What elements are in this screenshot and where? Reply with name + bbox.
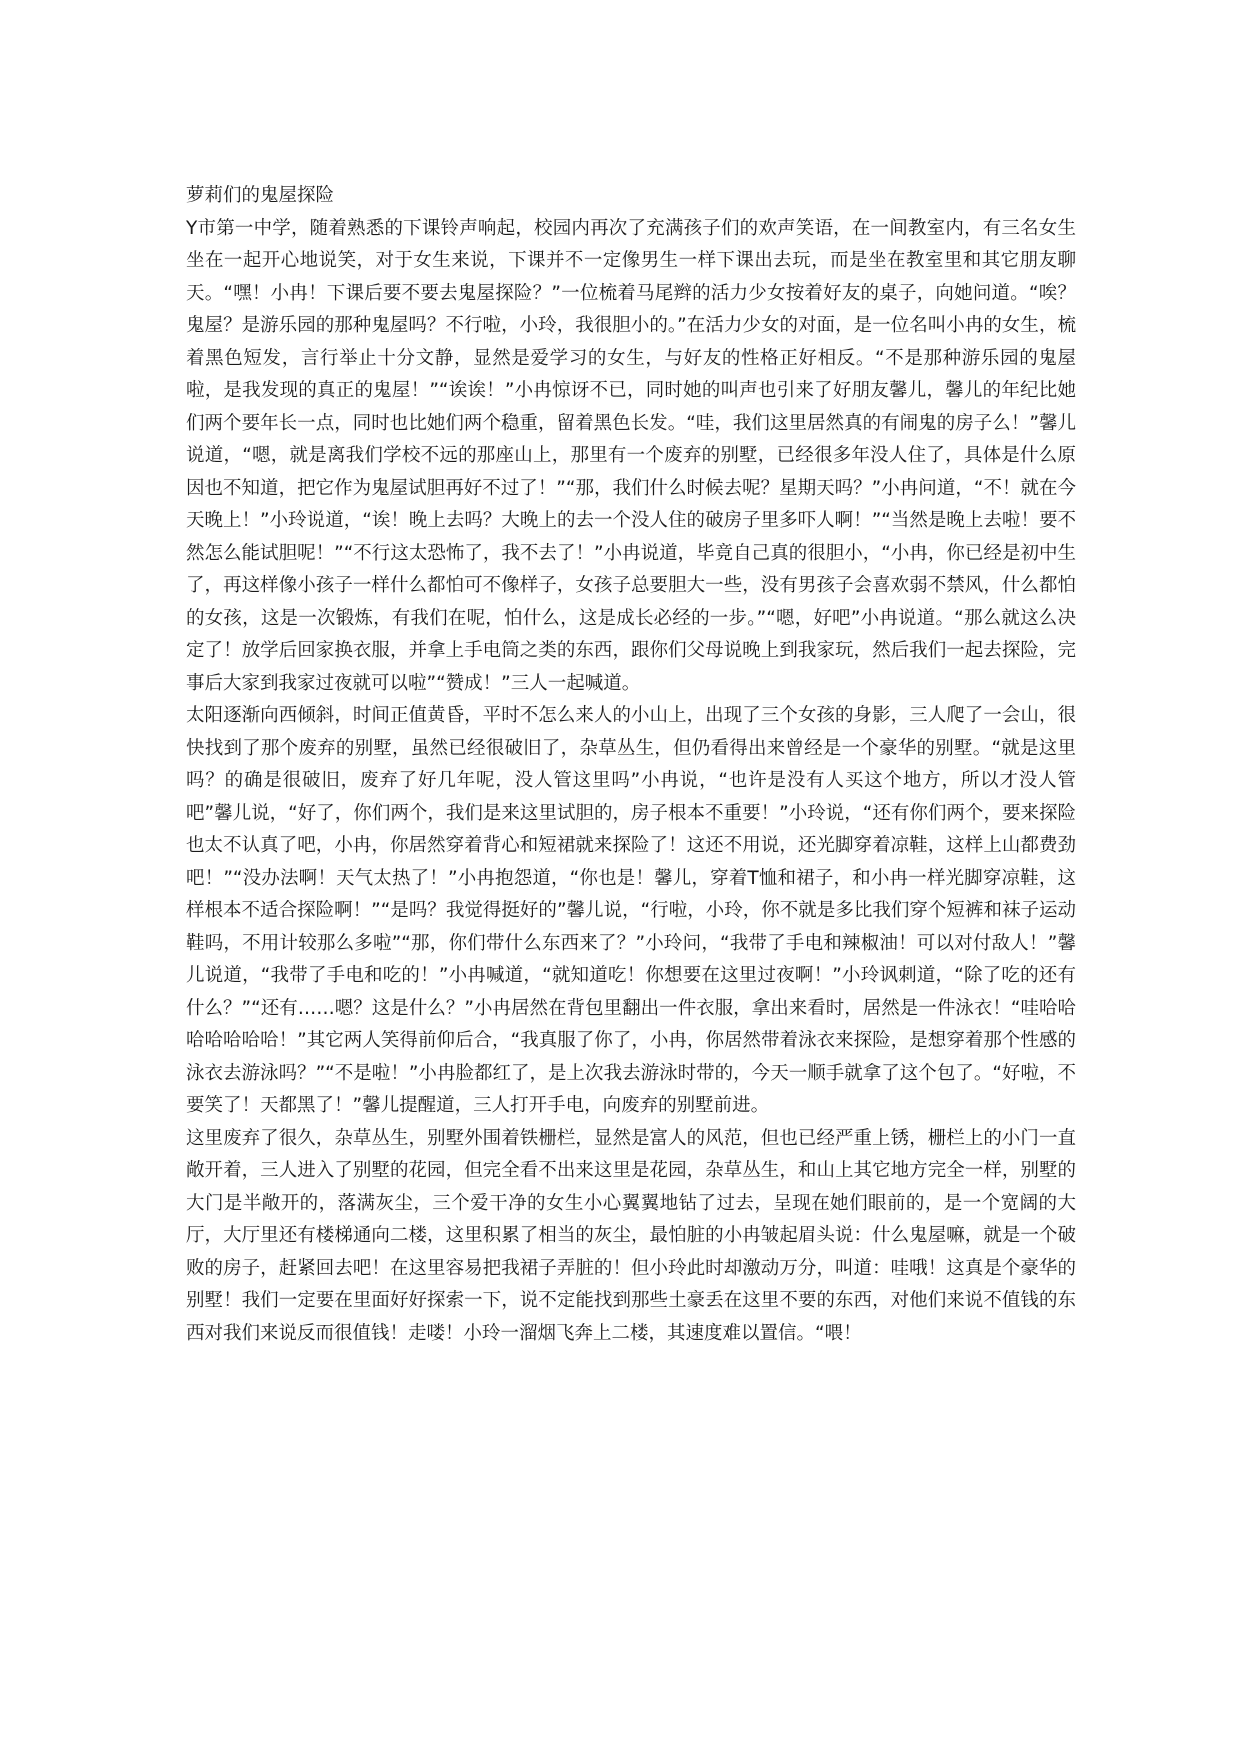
document-title: 萝莉们的鬼屋探险 [186, 185, 335, 206]
paragraph-3: 这里废弃了很久，杂草丛生，别墅外围着铁栅栏，显然是富人的风范，但也已经严重上锈，栅栏上的小门一直敞开着，三人进入了别墅的花园，但完全看不出来这里是花园，杂草丛生，和山上其它地方完全一样，别墅的大门是半敞开的，落满灰尘，三个爱干净的女生小心翼翼地钻了过去，呈现在她们眼前的，是一个宽阔的大厅，大厅里还有楼梯通向二楼，这里积累了相当的灰尘，最怕脏的小冉皱起眉头说：什么鬼屋嘛，就是一个破败的房子，赶紧回去吧！在这里容易把我裙子弄脏的！但小玲此时却激动万分，叫道：哇哦！这真是个豪华的别墅！我们一定要在里面好好探索一下，说不定能找到那些土豪丢在这里不要的东西，对他们来说不值钱的东西对我们来说反而很值钱！走喽！小玲一溜烟飞奔上二楼，其速度难以置信。“喂！ [186, 1127, 1076, 1344]
paragraph-2: 太阳逐渐向西倾斜，时间正值黄昏，平时不怎么来人的小山上，出现了三个女孩的身影，三人爬了一会山，很快找到了那个废弃的别墅，虽然已经很破旧了，杂草丛生，但仍看得出来曾经是一个豪华的别墅。“就是这里吗？的确是很破旧，废弃了好几年呢，没人管这里吗”小冉说，“也许是没有人买这个地方，所以才没人管吧”馨儿说，“好了，你们两个，我们是来这里试胆的，房子根本不重要！”小玲说，“还有你们两个，要来探险也太不认真了吧，小冉，你居然穿着背心和短裙就来探险了！这还不用说，还光脚穿着凉鞋，这样上山都费劲吧！”“没办法啊！天气太热了！”小冉抱怨道，“你也是！馨儿，穿着T恤和裙子，和小冉一样光脚穿凉鞋，这样根本不适合探险啊！”“是吗？我觉得挺好的”馨儿说，“行啦，小玲，你不就是多比我们穿个短裤和袜子运动鞋吗，不用计较那么多啦”“那，你们带什么东西来了？”小玲问，“我带了手电和辣椒油！可以对付敌人！”馨儿说道，“我带了手电和吃的！”小冉喊道，“就知道吃！你想要在这里过夜啊！”小玲讽刺道，“除了吃的还有什么？”“还有……嗯？这是什么？”小冉居然在背包里翻出一件衣服，拿出来看时，居然是一件泳衣！“哇哈哈哈哈哈哈哈！”其它两人笑得前仰后合，“我真服了你了，小冉，你居然带着泳衣来探险，是想穿着那个性感的泳衣去游泳吗？”“不是啦！”小冉脸都红了，是上次我去游泳时带的，今天一顺手就拿了这个包了。“好啦，不要笑了！天都黑了！”馨儿提醒道，三人打开手电，向废弃的别墅前进。 [186, 705, 1076, 1116]
document-page [186, 180, 1076, 1350]
paragraph-1: Y市第一中学，随着熟悉的下课铃声响起，校园内再次了充满孩子们的欢声笑语，在一间教室内，有三名女生坐在一起开心地说笑，对于女生来说，下课并不一定像男生一样下课出去玩，而是坐在教室里和其它朋友聊天。“嘿！小冉！下课后要不要去鬼屋探险？”一位梳着马尾辫的活力少女按着好友的桌子，向她问道。“唉？鬼屋？是游乐园的那种鬼屋吗？不行啦，小玲，我很胆小的。”在活力少女的对面，是一位名叫小冉的女生，梳着黑色短发，言行举止十分文静，显然是爱学习的女生，与好友的性格正好相反。“不是那种游乐园的鬼屋啦，是我发现的真正的鬼屋！”“诶诶！”小冉惊讶不已，同时她的叫声也引来了好朋友馨儿，馨儿的年纪比她们两个要年长一点，同时也比她们两个稳重，留着黑色长发。“哇，我们这里居然真的有闹鬼的房子么！”馨儿说道，“嗯，就是离我们学校不远的那座山上，那里有一个废弃的别墅，已经很多年没人住了，具体是什么原因也不知道，把它作为鬼屋试胆再好不过了！”“那，我们什么时候去呢？星期天吗？”小冉问道，“不！就在今天晚上！”小玲说道，“诶！晚上去吗？大晚上的去一个没人住的破房子里多吓人啊！”“当然是晚上去啦！要不然怎么能试胆呢！”“不行这太恐怖了，我不去了！”小冉说道，毕竟自己真的很胆小，“小冉，你已经是初中生了，再这样像小孩子一样什么都怕可不像样子，女孩子总要胆大一些，没有男孩子会喜欢弱不禁风，什么都怕的女孩，这是一次锻炼，有我们在呢，怕什么，这是成长必经的一步。”“嗯，好吧”小冉说道。“那么就这么决定了！放学后回家换衣服，并拿上手电筒之类的东西，跟你们父母说晚上到我家玩，然后我们一起去探险，完事后大家到我家过夜就可以啦”“赞成！”三人一起喊道。 [186, 217, 1076, 694]
